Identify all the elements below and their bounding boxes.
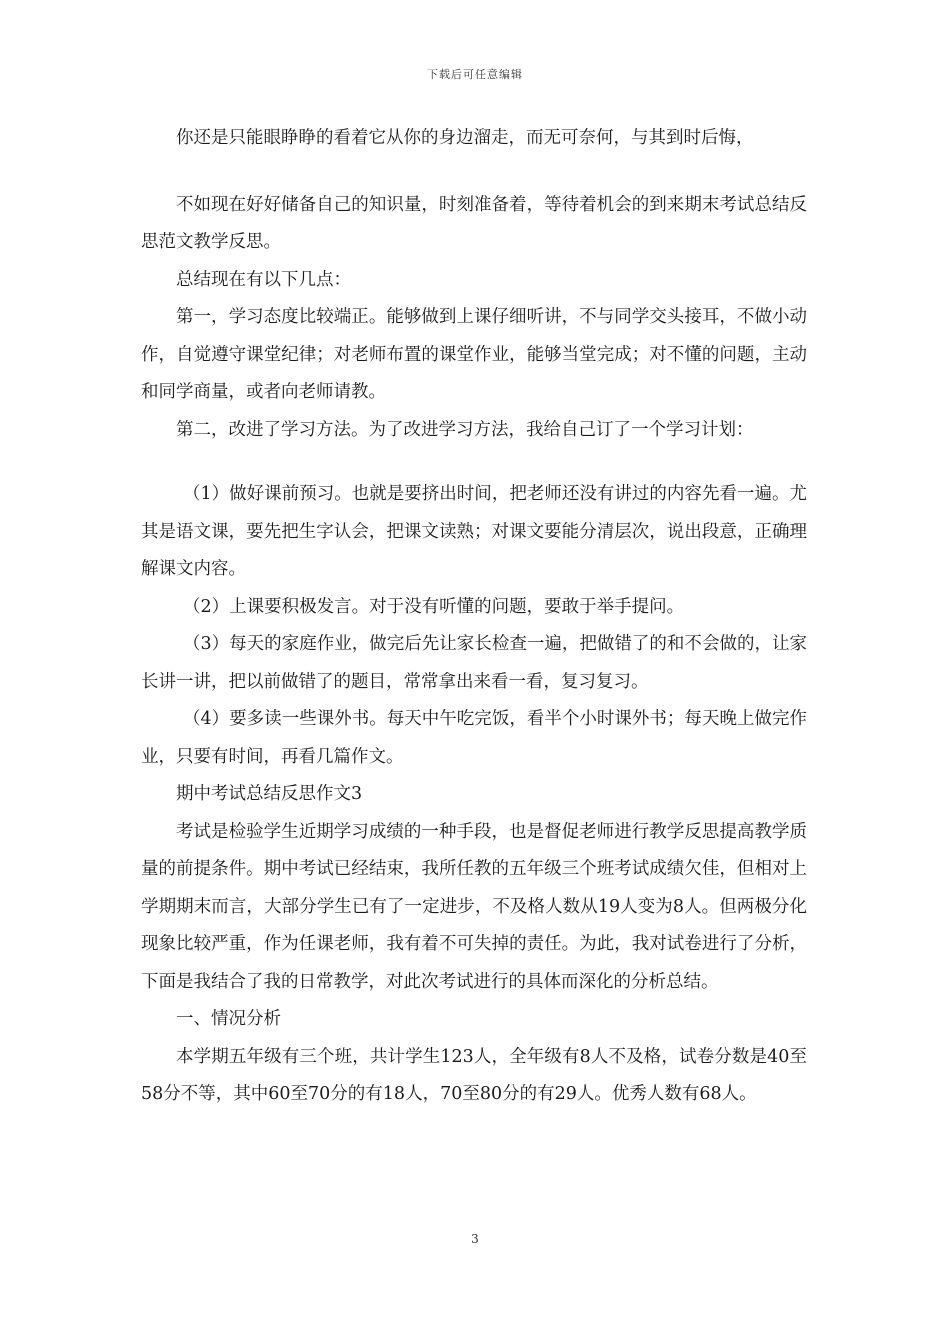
header-caption: 下载后可任意编辑 bbox=[427, 68, 523, 81]
paragraph: （2）上课要积极发言。对于没有听懂的问题，要敢于举手提问。 bbox=[183, 596, 685, 617]
body-text bbox=[141, 120, 807, 1114]
section-title: 期中考试总结反思作文3 bbox=[176, 784, 363, 804]
section-heading: 一、情况分析 bbox=[176, 1009, 281, 1029]
paragraph: （1）做好课前预习。也就是要挤出时间，把老师还没有讲过的内容先看一遍。尤其是语文课，要先把生字认会，把课文读熟；对课文要能分清层次，说出段意，正确理解课文内容。 bbox=[141, 484, 807, 579]
paragraph: 本学期五年级有三个班，共计学生123人，全年级有8人不及格，试卷分数是40至58分不等，其中60至70分的有18人，70至80分的有29人。优秀人数有68人。 bbox=[141, 1046, 807, 1104]
paragraph: 不如现在好好储备自己的知识量，时刻准备着，等待着机会的到来期末考试总结反思范文教学反思。 bbox=[141, 194, 807, 252]
paragraph: （4）要多读一些课外书。每天中午吃完饭，看半个小时课外书；每天晚上做完作业，只要有时间，再看几篇作文。 bbox=[141, 709, 807, 767]
paragraph: 你还是只能眼睁睁的看着它从你的身边溜走，而无可奈何，与其到时后悔， bbox=[176, 128, 754, 148]
paragraph: 第一，学习态度比较端正。能够做到上课仔细听讲，不与同学交头接耳，不做小动作，自觉遵守课堂纪律；对老师布置的课堂作业，能够当堂完成；对不懂的问题，主动和同学商量，或者向老师请教。 bbox=[141, 307, 807, 402]
paragraph: 总结现在有以下几点： bbox=[176, 269, 351, 290]
paragraph: 第二，改进了学习方法。为了改进学习方法，我给自己订了一个学习计划： bbox=[176, 419, 754, 440]
paragraph: （3）每天的家庭作业，做完后先让家长检查一遍，把做错了的和不会做的，让家长讲一讲，把以前做错了的题目，常常拿出来看一看，复习复习。 bbox=[141, 634, 807, 692]
paragraph: 考试是检验学生近期学习成绩的一种手段，也是督促老师进行教学反思提高教学质量的前提条件。期中考试已经结束，我所任教的五年级三个班考试成绩欠佳，但相对上学期期末而言，大部分学生已有了一定进步，不及格人数从19人变为8人。但两极分化现象比较严重，作为任课老师，我有着不可失掉的责任。为此，我对试卷进行了分析，下面是我结合了我的日常教学，对此次考试进行的具体而深化的分析总结。 bbox=[141, 821, 807, 992]
page-number: 3 bbox=[471, 1232, 479, 1246]
